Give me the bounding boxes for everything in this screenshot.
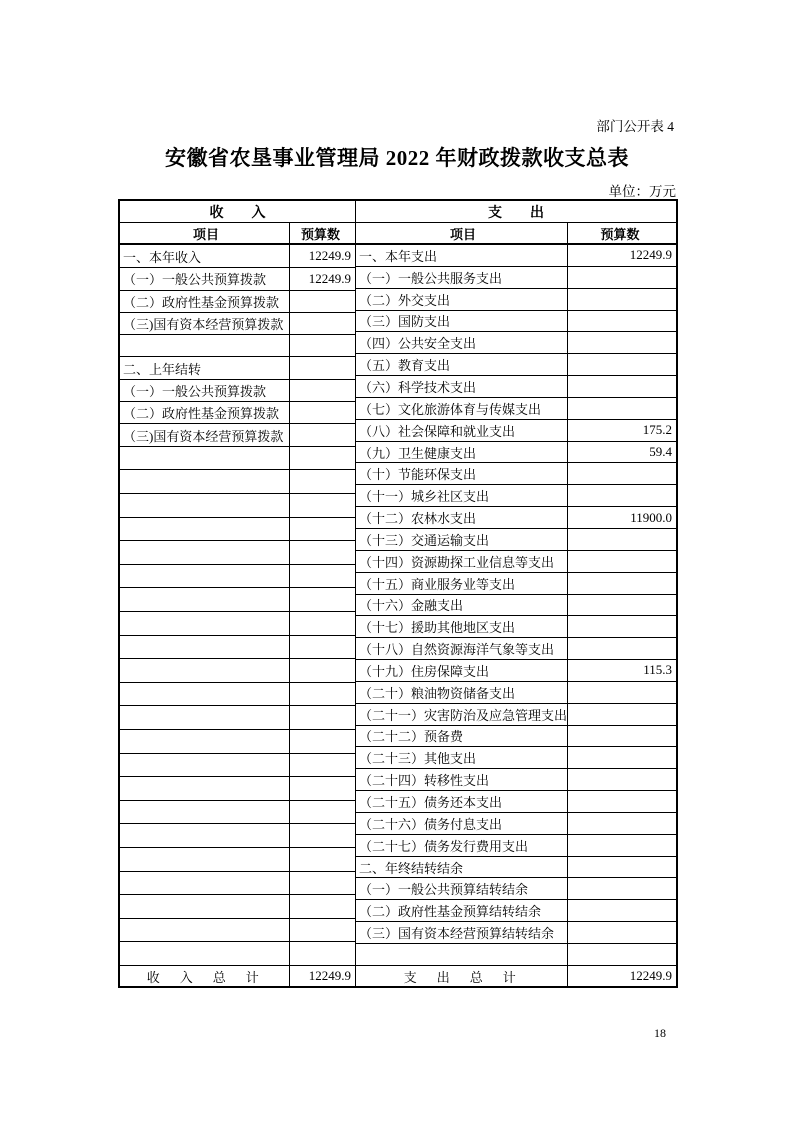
value-cell: 115.3 — [567, 660, 676, 681]
value-cell — [289, 636, 355, 659]
item-cell: （一）一般公共预算结转结余 — [358, 882, 528, 898]
item-cell — [120, 447, 289, 470]
value-cell — [567, 835, 676, 856]
table-row — [120, 540, 355, 564]
item-cell — [120, 612, 289, 635]
item-cell: （二）政府性基金预算结转结余 — [358, 904, 541, 920]
table-row — [120, 587, 355, 611]
table-row — [356, 637, 676, 659]
table-row — [120, 564, 355, 588]
value-cell — [289, 402, 355, 423]
value-cell — [567, 922, 676, 943]
item-cell — [120, 683, 289, 706]
page-title: 安徽省农垦事业管理局 2022 年财政拨款收支总表 — [165, 146, 629, 170]
item-cell — [120, 824, 289, 847]
value-cell — [567, 311, 676, 332]
value-cell — [289, 942, 355, 965]
item-cell — [120, 494, 289, 517]
item-cell — [120, 872, 289, 895]
table-row — [356, 441, 676, 463]
income-section — [120, 201, 355, 986]
item-cell — [120, 730, 289, 753]
table-row — [120, 379, 355, 401]
value-cell — [289, 824, 355, 847]
table-row — [356, 331, 676, 353]
value-cell — [289, 612, 355, 635]
table-row — [120, 469, 355, 493]
item-cell: 一、本年支出 — [358, 248, 437, 264]
item-cell: （十七）援助其他地区支出 — [358, 620, 515, 636]
item-cell — [120, 659, 289, 682]
table-row — [120, 517, 355, 541]
item-cell: （三）国防支出 — [358, 314, 450, 330]
value-cell — [289, 683, 355, 706]
item-cell — [356, 944, 567, 965]
table-row — [356, 615, 676, 637]
item-cell: （十一）城乡社区支出 — [358, 489, 489, 505]
expense-section — [355, 201, 676, 986]
expense-total-row — [356, 965, 676, 986]
table-row — [356, 768, 676, 790]
value-cell: 11900.0 — [567, 507, 676, 528]
value-cell — [567, 289, 676, 310]
value-cell: 59.4 — [567, 442, 676, 463]
item-cell: （二十四）转移性支出 — [358, 773, 489, 789]
value-cell — [289, 754, 355, 777]
income-total-row — [120, 965, 355, 986]
unit-label: 单位：万元 — [608, 184, 676, 199]
income-col-budget-label: 预算数 — [289, 223, 355, 243]
expense-total-label: 支 出 总 计 — [403, 969, 520, 985]
budget-table — [118, 199, 678, 988]
item-cell: （十八）自然资源海洋气象等支出 — [358, 642, 554, 658]
value-cell — [567, 616, 676, 637]
value-cell — [289, 801, 355, 824]
item-cell — [120, 518, 289, 541]
income-column-header — [120, 223, 355, 245]
value-cell — [567, 769, 676, 790]
table-row — [120, 823, 355, 847]
value-cell — [289, 848, 355, 871]
value-cell — [289, 313, 355, 334]
table-row — [120, 658, 355, 682]
value-cell — [289, 706, 355, 729]
value-cell: 175.2 — [567, 420, 676, 441]
item-cell: （二十六）债务付息支出 — [358, 816, 502, 832]
value-cell — [567, 900, 676, 921]
table-row — [356, 659, 676, 681]
table-row — [356, 746, 676, 768]
table-row — [356, 288, 676, 310]
table-row — [356, 943, 676, 965]
value-cell — [289, 335, 355, 356]
item-cell — [120, 848, 289, 871]
table-row — [120, 423, 355, 445]
item-cell: （二）政府性基金预算拨款 — [123, 406, 280, 422]
item-cell: （十九）住房保障支出 — [358, 663, 489, 679]
value-cell — [289, 919, 355, 942]
item-cell: （二十七）债务发行费用支出 — [358, 838, 528, 854]
item-cell: （二）政府性基金预算拨款 — [123, 294, 280, 310]
page-number: 18 — [654, 1026, 666, 1040]
table-row — [120, 334, 355, 356]
income-total-label: 收 入 总 计 — [146, 969, 263, 985]
table-row — [356, 572, 676, 594]
value-cell — [567, 267, 676, 288]
item-cell — [120, 754, 289, 777]
item-cell: 二、上年结转 — [123, 361, 202, 377]
item-cell: （三)国有资本经营预算拨款 — [123, 428, 284, 444]
table-row — [120, 493, 355, 517]
item-cell: （二十二）预备费 — [358, 729, 463, 745]
table-row — [356, 790, 676, 812]
table-row — [120, 705, 355, 729]
item-cell: （二十五）债务还本支出 — [358, 795, 502, 811]
value-cell — [289, 447, 355, 470]
item-cell — [120, 942, 289, 965]
table-row — [120, 894, 355, 918]
value-cell — [289, 730, 355, 753]
table-row — [356, 506, 676, 528]
table-row — [356, 245, 676, 266]
item-cell: （十六）金融支出 — [358, 598, 463, 614]
value-cell — [567, 638, 676, 659]
income-rows — [120, 245, 355, 965]
item-cell: （七）文化旅游体育与传媒支出 — [358, 401, 541, 417]
table-row — [356, 812, 676, 834]
value-cell — [567, 944, 676, 965]
table-row — [356, 681, 676, 703]
value-cell: 12249.9 — [289, 268, 355, 289]
item-cell: （五）教育支出 — [358, 358, 450, 374]
income-total-value: 12249.9 — [289, 966, 355, 986]
item-cell — [120, 335, 289, 356]
table-row — [356, 550, 676, 572]
value-cell — [567, 747, 676, 768]
value-cell — [289, 588, 355, 611]
value-cell — [289, 872, 355, 895]
value-cell — [289, 494, 355, 517]
value-cell — [567, 704, 676, 725]
table-row — [356, 877, 676, 899]
item-cell — [120, 895, 289, 918]
item-cell: （一）一般公共预算拨款 — [123, 272, 267, 288]
item-cell: （十三）交通运输支出 — [358, 532, 489, 548]
item-cell: 一、本年收入 — [123, 249, 202, 265]
table-row — [356, 594, 676, 616]
table-row — [356, 725, 676, 747]
value-cell — [567, 791, 676, 812]
value-cell — [567, 551, 676, 572]
table-row — [356, 397, 676, 419]
expense-section-header: 支 出 — [356, 201, 676, 223]
table-row — [356, 353, 676, 375]
table-row — [120, 611, 355, 635]
table-row — [356, 856, 676, 878]
table-row — [120, 446, 355, 470]
expense-col-budget-label: 预算数 — [567, 223, 676, 243]
value-cell — [289, 659, 355, 682]
value-cell — [289, 565, 355, 588]
table-row — [120, 290, 355, 312]
item-cell: （二十）粮油物资储备支出 — [358, 685, 515, 701]
item-cell — [120, 801, 289, 824]
doc-label: 部门公开表 4 — [596, 119, 674, 134]
item-cell — [120, 636, 289, 659]
item-cell: 二、年终结转结余 — [358, 860, 463, 876]
value-cell — [289, 380, 355, 401]
item-cell — [120, 565, 289, 588]
expense-column-header — [356, 223, 676, 245]
item-cell — [120, 588, 289, 611]
table-row — [120, 941, 355, 965]
table-row — [120, 401, 355, 423]
item-cell — [120, 470, 289, 493]
table-row — [356, 528, 676, 550]
item-cell: （八）社会保障和就业支出 — [358, 423, 515, 439]
table-row — [120, 312, 355, 334]
value-cell — [289, 424, 355, 445]
item-cell: （二十三）其他支出 — [358, 751, 476, 767]
table-row — [120, 753, 355, 777]
table-row — [120, 245, 355, 267]
value-cell — [289, 895, 355, 918]
value-cell — [289, 357, 355, 378]
item-cell: （十五）商业服务业等支出 — [358, 576, 515, 592]
item-cell: （四）公共安全支出 — [358, 336, 476, 352]
income-section-header: 收 入 — [120, 201, 355, 223]
item-cell: （十二）农林水支出 — [358, 511, 476, 527]
table-row — [120, 682, 355, 706]
item-cell — [120, 541, 289, 564]
value-cell — [567, 573, 676, 594]
item-cell: （一）一般公共预算拨款 — [123, 383, 267, 399]
item-cell: （十四）资源勘探工业信息等支出 — [358, 554, 554, 570]
value-cell — [289, 518, 355, 541]
item-cell: （十）节能环保支出 — [358, 467, 476, 483]
item-cell: （三)国有资本经营预算拨款 — [123, 317, 284, 333]
value-cell — [567, 682, 676, 703]
value-cell — [567, 332, 676, 353]
table-row — [120, 356, 355, 378]
expense-col-item-label: 项目 — [449, 226, 476, 242]
value-cell — [567, 726, 676, 747]
table-row — [356, 834, 676, 856]
item-cell: （六）科学技术支出 — [358, 379, 476, 395]
value-cell — [567, 857, 676, 878]
table-row — [356, 899, 676, 921]
value-cell — [567, 354, 676, 375]
table-row — [356, 703, 676, 725]
item-cell: （一）一般公共服务支出 — [358, 270, 502, 286]
expense-rows — [356, 245, 676, 965]
value-cell — [567, 463, 676, 484]
table-row — [356, 266, 676, 288]
value-cell — [567, 485, 676, 506]
item-cell — [120, 919, 289, 942]
table-row — [120, 776, 355, 800]
expense-total-value: 12249.9 — [567, 966, 676, 986]
table-row — [120, 847, 355, 871]
table-row — [356, 310, 676, 332]
value-cell: 12249.9 — [567, 245, 676, 266]
value-cell — [567, 376, 676, 397]
value-cell — [567, 398, 676, 419]
value-cell — [289, 291, 355, 312]
item-cell — [120, 706, 289, 729]
value-cell — [567, 878, 676, 899]
value-cell — [567, 813, 676, 834]
value-cell — [289, 777, 355, 800]
value-cell: 12249.9 — [289, 245, 355, 267]
table-row — [356, 921, 676, 943]
item-cell: （九）卫生健康支出 — [358, 445, 476, 461]
table-row — [120, 267, 355, 289]
table-row — [120, 635, 355, 659]
table-row — [120, 918, 355, 942]
table-row — [120, 871, 355, 895]
value-cell — [567, 529, 676, 550]
value-cell — [289, 470, 355, 493]
table-row — [356, 462, 676, 484]
item-cell: （二）外交支出 — [358, 292, 450, 308]
item-cell: （二十一）灾害防治及应急管理支出 — [358, 707, 567, 723]
value-cell — [289, 541, 355, 564]
item-cell: （三）国有资本经营预算结转结余 — [358, 926, 554, 942]
table-row — [120, 800, 355, 824]
table-row — [356, 484, 676, 506]
table-row — [356, 375, 676, 397]
table-row — [120, 729, 355, 753]
table-row — [356, 419, 676, 441]
value-cell — [567, 595, 676, 616]
item-cell — [120, 777, 289, 800]
income-col-item-label: 项目 — [192, 226, 219, 242]
